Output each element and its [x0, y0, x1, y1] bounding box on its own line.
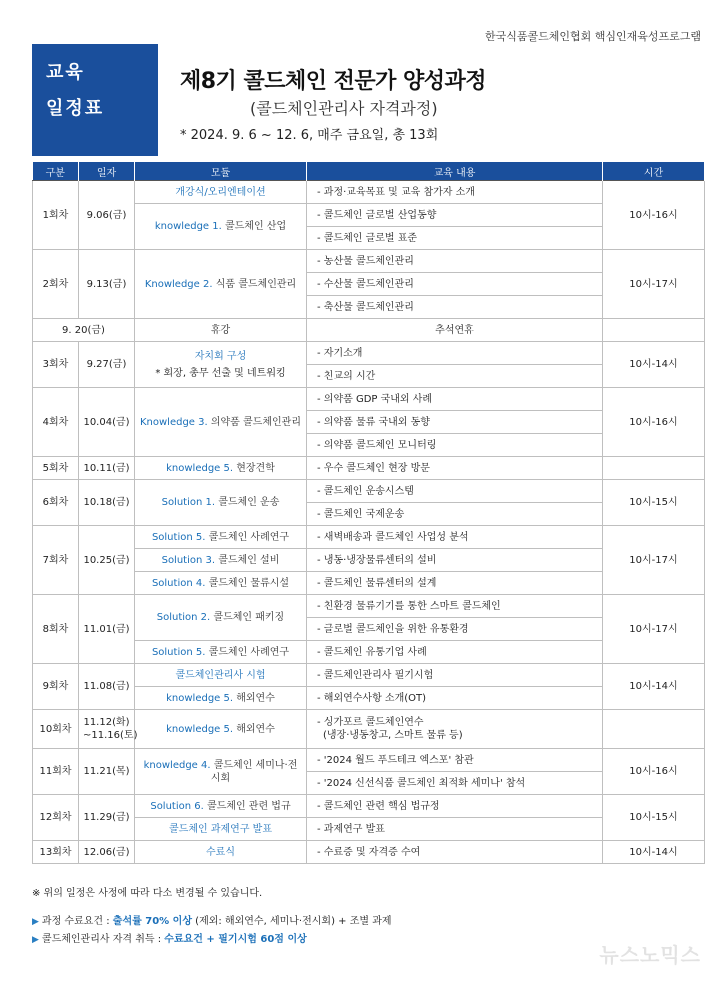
content-cell: - 의약품 콜드체인 모니터링	[307, 434, 603, 457]
content-cell: - 수산물 콜드체인관리	[307, 273, 603, 296]
module-prefix: Solution 6.	[150, 800, 204, 812]
module-cell	[135, 457, 307, 480]
content-line: (냉장·냉동창고, 스마트 물류 등)	[323, 730, 463, 741]
content-cell: - 자기소개	[307, 342, 603, 365]
module-prefix: Solution 3.	[161, 554, 216, 566]
holiday-content-cell: 추석연휴	[307, 319, 603, 342]
module-prefix: knowledge 5.	[166, 723, 234, 735]
module-cell: 콜드체인 과제연구 발표	[135, 818, 307, 841]
time-cell: 10시-16시	[603, 181, 705, 250]
module-text: 해외연수	[233, 692, 275, 704]
content-cell: - 콜드체인관리사 필기시험	[307, 664, 603, 687]
session-cell: 9회차	[33, 664, 79, 710]
table-row	[33, 457, 705, 480]
content-cell: - 새벽배송과 콜드체인 사업성 분석	[307, 526, 603, 549]
schedule-badge	[32, 44, 158, 156]
date-cell: 10.25(금)	[79, 526, 135, 595]
content-cell: - 축산물 콜드체인관리	[307, 296, 603, 319]
session-cell: 11회차	[33, 749, 79, 795]
module-prefix: Knowledge 2.	[144, 278, 213, 290]
module-text: 해외연수	[233, 723, 275, 735]
triangle-bullet-icon: ▶	[32, 917, 39, 927]
watermark: 뉴스노믹스	[599, 943, 701, 967]
date-cell: 9.06(금)	[79, 181, 135, 250]
time-cell	[603, 457, 705, 480]
page-title: 제8기 콜드체인 전문가 양성과정	[180, 69, 487, 94]
time-cell: 10시-14시	[603, 342, 705, 388]
module-prefix: Solution 5.	[151, 646, 206, 658]
content-cell: - 수료증 및 자격증 수여	[307, 841, 603, 864]
content-cell: - 글로벌 콜드체인을 위한 유통환경	[307, 618, 603, 641]
content-cell: - 친교의 시간	[307, 365, 603, 388]
time-cell: 10시-17시	[603, 526, 705, 595]
content-line: - 싱가포르 콜드체인연수	[317, 717, 424, 728]
content-cell: - 콜드체인 운송시스템	[307, 480, 603, 503]
module-prefix: knowledge 4.	[143, 759, 211, 771]
module-cell	[135, 710, 307, 749]
badge-line1: 교육	[46, 62, 85, 83]
session-cell: 4회차	[33, 388, 79, 457]
session-cell: 7회차	[33, 526, 79, 595]
schedule-note: ※ 위의 일정은 사정에 따라 다소 변경될 수 있습니다.	[32, 888, 263, 899]
table-row	[33, 664, 705, 687]
content-cell: - 콜드체인 관련 핵심 법규정	[307, 795, 603, 818]
time-cell: 10시-14시	[603, 841, 705, 864]
table-row	[33, 388, 705, 411]
module-cell	[135, 526, 307, 549]
module-prefix: Solution 5.	[151, 531, 206, 543]
table-row	[33, 749, 705, 772]
content-cell: - 콜드체인 국제운송	[307, 503, 603, 526]
table-row	[33, 526, 705, 549]
module-text: 식품 콜드체인관리	[212, 278, 297, 290]
module-cell	[135, 480, 307, 526]
module-text: 콜드체인 설비	[215, 554, 280, 566]
session-cell: 6회차	[33, 480, 79, 526]
table-row	[33, 181, 705, 204]
holiday-time-cell	[603, 319, 705, 342]
module-text: 콜드체인 물류시설	[205, 577, 290, 589]
module-text: 콜드체인 사례연구	[205, 531, 290, 543]
session-cell: 13회차	[33, 841, 79, 864]
time-cell: 10시-17시	[603, 595, 705, 664]
date-cell: 10.04(금)	[79, 388, 135, 457]
table-row	[33, 710, 705, 749]
content-cell: - 의약품 물류 국내외 동향	[307, 411, 603, 434]
req2-label: 콜드체인관리사 자격 취득 :	[41, 934, 165, 945]
table-row	[33, 480, 705, 503]
holiday-module-cell: 휴강	[135, 319, 307, 342]
module-prefix: knowledge 1.	[154, 221, 222, 232]
req1-label: 과정 수료요건 :	[41, 916, 113, 927]
badge-line2: 일정표	[46, 98, 105, 119]
module-prefix: Solution 4.	[151, 577, 206, 589]
content-cell: - 친환경 물류기기를 통한 스마트 콜드체인	[307, 595, 603, 618]
content-cell: - 과제연구 발표	[307, 818, 603, 841]
date-cell: 9.13(금)	[79, 250, 135, 319]
module-cell: 개강식/오리엔테이션	[135, 181, 307, 204]
module-prefix: knowledge 5.	[166, 462, 234, 474]
module-prefix: Solution 2.	[156, 612, 211, 623]
time-cell	[603, 710, 705, 749]
completion-requirement	[32, 912, 392, 927]
date-cell: 11.21(목)	[79, 749, 135, 795]
module-text: 콜드체인 관련 법규	[203, 800, 291, 812]
content-cell: - '2024 월드 푸드테크 엑스포' 참관	[307, 749, 603, 772]
header-session: 구분	[33, 162, 79, 181]
module-prefix: Knowledge 3.	[139, 416, 208, 428]
module-cell	[135, 641, 307, 664]
certification-requirement	[32, 930, 307, 945]
module-cell: 콜드체인관리사 시험	[135, 664, 307, 687]
module-cell	[135, 250, 307, 319]
date-cell	[79, 710, 138, 749]
date-cell: 11.08(금)	[79, 664, 135, 710]
holiday-date-cell: 9. 20(금)	[33, 319, 135, 342]
module-prefix: Solution 1.	[161, 497, 216, 508]
content-cell: - 콜드체인 글로벌 산업동향	[307, 204, 603, 227]
content-cell: - 해외연수사항 소개(OT)	[307, 687, 603, 710]
module-cell	[135, 342, 307, 388]
module-text: 콜드체인 운송	[215, 497, 280, 508]
module-cell	[135, 595, 307, 641]
org-name: 한국식품콜드체인협회 핵심인재육성프로그램	[484, 30, 701, 43]
session-cell: 3회차	[33, 342, 79, 388]
table-row	[33, 795, 705, 818]
content-cell: - 의약품 GDP 국내외 사례	[307, 388, 603, 411]
module-prefix: knowledge 5.	[166, 692, 234, 704]
content-cell: - 농산물 콜드체인관리	[307, 250, 603, 273]
module-cell	[135, 572, 307, 595]
page-subtitle: (콜드체인관리사 자격과정)	[250, 99, 438, 118]
module-cell: 수료식	[135, 841, 307, 864]
header-time: 시간	[603, 162, 705, 181]
date-cell: 10.18(금)	[79, 480, 135, 526]
session-cell: 1회차	[33, 181, 79, 250]
content-cell: - 콜드체인 물류센터의 설계	[307, 572, 603, 595]
table-row	[33, 342, 705, 365]
schedule-table	[32, 162, 705, 864]
module-text: 콜드체인 산업	[221, 221, 287, 232]
content-cell: - 콜드체인 글로벌 표준	[307, 227, 603, 250]
content-cell: - 냉동·냉장물류센터의 설비	[307, 549, 603, 572]
date-cell: 11.01(금)	[79, 595, 135, 664]
schedule-summary: * 2024. 9. 6 ~ 12. 6, 매주 금요일, 총 13회	[180, 128, 439, 143]
header-module: 모듈	[135, 162, 307, 181]
date-start: 11.12(화)	[83, 717, 130, 728]
time-cell: 10시-15시	[603, 795, 705, 841]
table-header-row	[33, 162, 705, 181]
date-cell: 12.06(금)	[79, 841, 135, 864]
module-text: 콜드체인 세미나·전시회	[210, 759, 298, 784]
req2-highlight: 수료요건 + 필기시험 60점 이상	[164, 934, 307, 945]
module-text: 콜드체인 패키징	[210, 612, 285, 623]
session-cell: 8회차	[33, 595, 79, 664]
table-row	[33, 841, 705, 864]
time-cell: 10시-17시	[603, 250, 705, 319]
module-note: * 회장, 총무 선출 및 네트워킹	[155, 367, 286, 379]
header-content: 교육 내용	[307, 162, 603, 181]
module-text: 현장견학	[233, 462, 275, 474]
header-date: 일자	[79, 162, 135, 181]
table-row	[33, 595, 705, 618]
content-cell: - '2024 신선식품 콜드체인 최적화 세미나' 참석	[307, 772, 603, 795]
table-row	[33, 250, 705, 273]
date-cell: 11.29(금)	[79, 795, 135, 841]
module-text: 의약품 콜드체인관리	[207, 416, 301, 428]
content-cell: - 콜드체인 유통기업 사례	[307, 641, 603, 664]
time-cell: 10시-14시	[603, 664, 705, 710]
content-cell: - 우수 콜드체인 현장 방문	[307, 457, 603, 480]
date-cell: 10.11(금)	[79, 457, 135, 480]
time-cell: 10시-16시	[603, 749, 705, 795]
req1-highlight: 출석률 70% 이상	[112, 916, 192, 927]
time-cell: 10시-15시	[603, 480, 705, 526]
req1-rest: (제외: 해외연수, 세미나·전시회) + 조별 과제	[192, 916, 392, 927]
module-cell	[135, 549, 307, 572]
triangle-bullet-icon: ▶	[32, 935, 39, 945]
session-cell: 5회차	[33, 457, 79, 480]
module-title: 자치회 구성	[194, 350, 247, 362]
module-cell	[135, 687, 307, 710]
table-row	[33, 319, 705, 342]
date-cell: 9.27(금)	[79, 342, 135, 388]
module-cell	[135, 749, 307, 795]
content-cell: - 과정·교육목표 및 교육 참가자 소개	[307, 181, 603, 204]
module-cell	[135, 795, 307, 818]
session-cell: 12회차	[33, 795, 79, 841]
module-cell	[135, 388, 307, 457]
module-text: 콜드체인 사례연구	[205, 646, 290, 658]
module-cell	[135, 204, 307, 250]
session-cell: 10회차	[33, 710, 79, 749]
time-cell: 10시-16시	[603, 388, 705, 457]
session-cell: 2회차	[33, 250, 79, 319]
content-cell	[307, 710, 603, 749]
date-end: ~11.16(토)	[83, 730, 138, 741]
